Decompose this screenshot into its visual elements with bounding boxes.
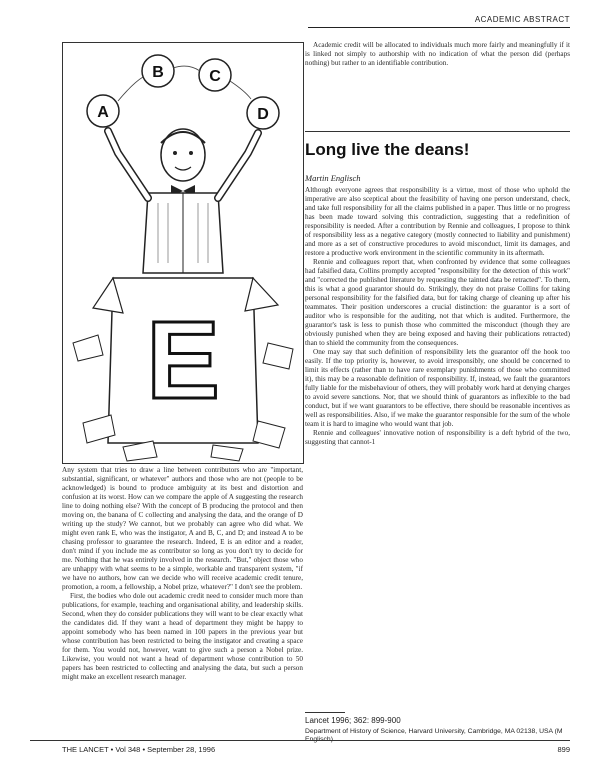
svg-text:C: C [209, 68, 221, 85]
right-top-text [305, 41, 570, 111]
article-paragraph-1: Although everyone agrees that responsibility is a virtue, most of those who uphold the imperative are also sceptical about the feasibility of having one person understand, check, and take full responsibility for all the claims published in a paper. Thus little or no progress has been made toward solving this contradiction, suggesting that a redefinition of responsibility is needed. After a contribution by Rennie and colleagues, I propose to think of responsibility less as a negative category (mostly connected to liability and punishment) and more as a set of constructive procedures to avoid misconduct, limit its damages, and restore a productive work environment in the scientific community in its aftermath. [305, 186, 570, 257]
ball-c [199, 59, 231, 91]
journal-footer: THE LANCET • Vol 348 • September 28, 1996 [62, 745, 216, 754]
svg-text:E: E [146, 299, 220, 422]
right-top-paragraph: Academic credit will be allocated to individuals much more fairly and meaningfully if it is linked not simply to authorship with no indication of what the person did (perhaps nothing) but rather to an identifiable contribution. [305, 41, 570, 67]
section-tag: ACADEMIC ABSTRACT [474, 15, 570, 24]
article-paragraph-4: Rennie and colleagues' innovative notion of responsibility is a deft hybrid of the two, suggesting that cannot-1 [305, 429, 570, 446]
article-paragraph-2: Rennie and colleagues report that, when confronted by evidence that some colleagues had falsified data, Collins promptly accepted "responsibility for the detection of this work" and "corrected the published literature by requesting the tainted data be retracted". To them, this is what a good guarantor should do. Strikingly, they do not praise Collins for taking personal responsibility for the falsified data, but for taking charge of cleaning up after his teammates. Their position underscores a crucial distinction: the guarantor is a sort of auditor who is responsible for the auditing, not that which is audited. Furthermore, the guarantor's task is less to punish those who committed the misconduct (though they are obviously punished when they are being exposed and having their publications retracted) than to shield the community from the consequences. [305, 258, 570, 347]
left-paragraph-1: Any system that tries to draw a line between contributors who are "important, substantial, significant, or whatever" authors and those who are not (people to be acknowledged) is bound to produce ambiguity at its best and distortion and confusion at its worst. How can we compare the apple of A suggesting the research line to doing nothing else? With the concept of B producing the protocol and then moving on, the banana of C collecting and analysing the data, and the orange of D writing up the study? We cannot, but we probably can agree who did what. We might even rank E, who was the instigator, A and B, C, and D; and instead A to be chasing professor to guarantee the research. Indeed, E is an editor and a reader, don't mind if you include me as contributor so long as you don't try to decide for me. Nothing that he was entirely involved in the research. "But," object those who are unhappy with what seems to be a simple, workable and transparent system, "if we have no authors, how can we decide who will receive academic credit tenure, promotion, a room, a fellowship, a Nobel prize, whatever?" I don't see the problem. [62, 466, 303, 591]
article-body [305, 186, 570, 721]
svg-text:D: D [257, 106, 269, 123]
footer-rule [30, 740, 570, 741]
left-column-text [62, 466, 303, 738]
svg-text:A: A [97, 104, 109, 121]
article-paragraph-3: One may say that such definition of responsibility lets the guarantor off the hook too easily. If the top priority is, however, to avoid irresponsibly, one should be concerned to limit its effects (rather than to have rare exemplary punishments of those who committed it), this may be a reasonable definition of responsibility. If, instead, we fault the guarantors fully liable for the misbehaviour of others, they will probably work hard at denying charges to avoid severe sanctions. Nor, that we should think of guarantors as inflexible to the bad conduct, but if we want guarantors to be effective, there should be reasonable incentives as well as responsibilities. Also, if we make the guarantor responsible for the sum of the whole team it is hard to imagine who would want that job. [305, 348, 570, 428]
title-rule [305, 131, 570, 132]
svg-text:B: B [152, 64, 164, 81]
ball-e [146, 299, 219, 422]
citation: Lancet 1996; 362: 899-900 [305, 716, 401, 725]
citation-rule [305, 712, 345, 713]
article-title: Long live the deans! [305, 140, 470, 159]
ball-b [142, 55, 174, 87]
ball-d [247, 97, 279, 129]
header-rule [308, 27, 570, 28]
affiliation: Department of History of Science, Harvard University, Cambridge, MA 02138, USA (M [305, 728, 563, 735]
left-paragraph-2: First, the bodies who dole out academic credit need to consider much more than publications, for example, teaching and organisational ability, and leadership skills. Second, when they do consider publications they will want to be clear exactly what the candidates did. If they want a head of department they might be happy to appoint somebody who has been named in 100 papers in the previous year but whose contribution has been restricted to being the instigator and creating a space for them. You would not, however, want to give such a person a Nobel prize. Likewise, you would not want a head of department whose contribution to 50 papers has been restricted to collecting and analysing the data, but such a person might make an excellent research manager. [62, 592, 303, 681]
ball-a [87, 95, 119, 127]
page-number: 899 [557, 745, 570, 754]
article-author: Martin Englisch [305, 173, 361, 183]
juggler-illustration [62, 42, 304, 464]
